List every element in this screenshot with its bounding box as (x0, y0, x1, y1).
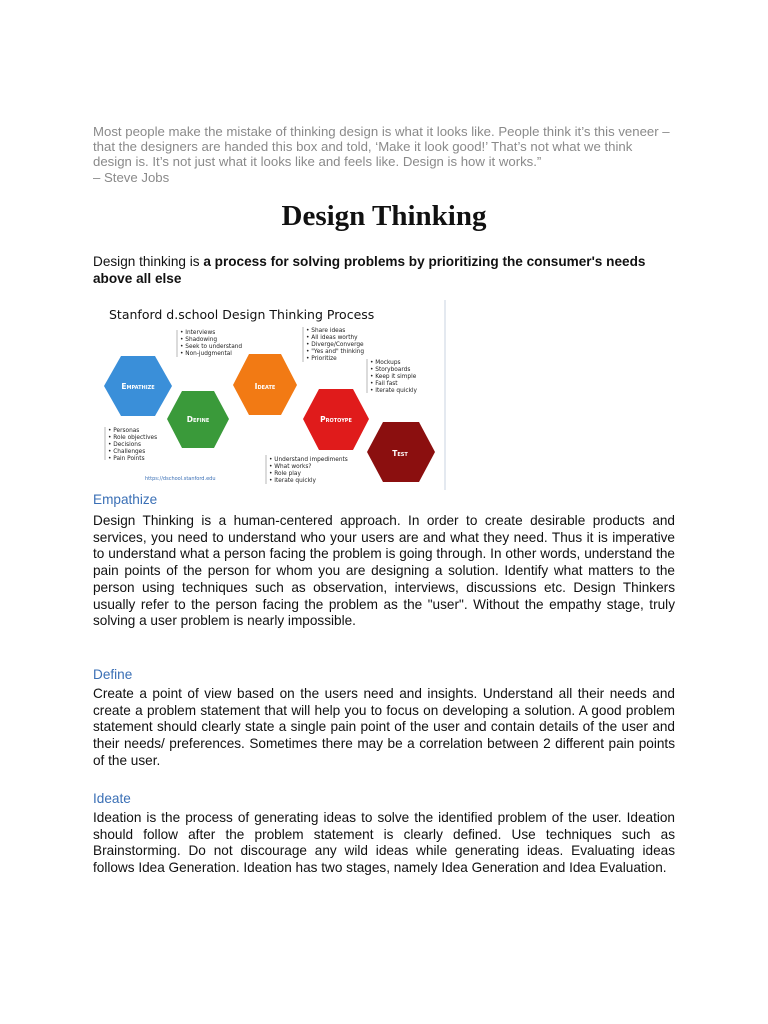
ideate-notes (303, 327, 364, 362)
heading-empathize: Empathize (93, 492, 158, 507)
intro-prefix: Design thinking is (93, 254, 204, 269)
design-thinking-diagram (93, 300, 453, 490)
dschool-link: https://dschool.stanford.edu (145, 476, 216, 482)
paragraph-define: Create a point of view based on the users need and insights. Understand all their needs and create a problem statement that will help you to focus on developing a solution. A good problem statement should clearly state a single pain point of the user and contain details of the user and their needs/ preferences. Sometimes there may be a correlation between 2 different pain points of the user. (93, 686, 675, 768)
note: • Personas (108, 428, 140, 434)
note: • Iterate quickly (370, 388, 417, 394)
intro-bold: a process for solving problems by prioritizing the consumer's needs above all else (93, 254, 646, 286)
heading-ideate: Ideate (93, 791, 131, 806)
page-title: Design Thinking (281, 200, 487, 232)
note: • Shadowing (180, 337, 218, 343)
prototype-label: Protoype (320, 415, 352, 424)
note: • Mockups (370, 360, 401, 366)
note: • Prioritize (306, 356, 337, 362)
note: • Role play (269, 471, 301, 477)
quote-attribution: – Steve Jobs (93, 169, 170, 185)
note: • Challenges (108, 449, 146, 455)
test-label: Test (392, 449, 408, 458)
paragraph-empathize: Design Thinking is a human-centered approach. In order to create desirable products and services, you need to understand who your users are and what they need. Thus it is imperative to understand what a person facing the problem is going through. In other words, understand the pain points of the person for whom you are designing a solution. Identify what matters to the person using techniques such as observation, interviews, discussions etc. Design Thinkers usually refer to the person facing the problem as the "user". Without the empathy stage, truly solving a user problem is nearly impossible. (93, 513, 675, 629)
define-notes (105, 427, 157, 462)
note: • Share ideas (306, 328, 346, 334)
steve-jobs-quote (93, 124, 673, 185)
intro-paragraph (93, 254, 683, 287)
note: • Fail fast (370, 381, 398, 387)
prototype-notes (367, 359, 418, 394)
diagram-title: Stanford d.school Design Thinking Process (109, 307, 375, 322)
note: • Understand impediments (269, 457, 348, 463)
ideate-label: Ideate (254, 382, 276, 391)
note: • Keep it simple (370, 374, 417, 380)
note: • What works? (269, 464, 312, 470)
note: • Decisions (108, 442, 141, 448)
note: • All ideas worthy (306, 335, 358, 341)
note: • "Yes and" thinking (306, 349, 365, 355)
note: • Seek to understand (180, 344, 243, 350)
note: • Non-judgmental (180, 351, 232, 357)
note: • Iterate quickly (269, 478, 316, 484)
test-notes (266, 455, 348, 484)
note: • Storyboards (370, 367, 411, 373)
heading-define: Define (93, 667, 133, 682)
note: • Interviews (180, 330, 216, 336)
empathize-notes (177, 330, 242, 357)
define-label: Define (186, 415, 210, 424)
note: • Role objectives (108, 435, 158, 441)
note: • Pain Points (108, 456, 145, 462)
quote-text: Most people make the mistake of thinking design is what it looks like. People think it’s this veneer – that the designers are handed this box and told, ‘Make it look good!’ That’s not what we think design is. It’s not just what it looks like and feels like. Design is how it works.” (93, 124, 670, 170)
note: • Diverge/Converge (306, 342, 364, 348)
empathize-label: Empathize (121, 382, 155, 391)
paragraph-ideate: Ideation is the process of generating ideas to solve the identified problem of the user. Ideation should follow after the problem statement is clearly defined. Use techniques such as Brainstorming. Do not discourage any wild ideas while generating ideas. Evaluating ideas follows Idea Generation. Ideation has two stages, namely Idea Generation and Idea Evaluation. (93, 810, 675, 876)
